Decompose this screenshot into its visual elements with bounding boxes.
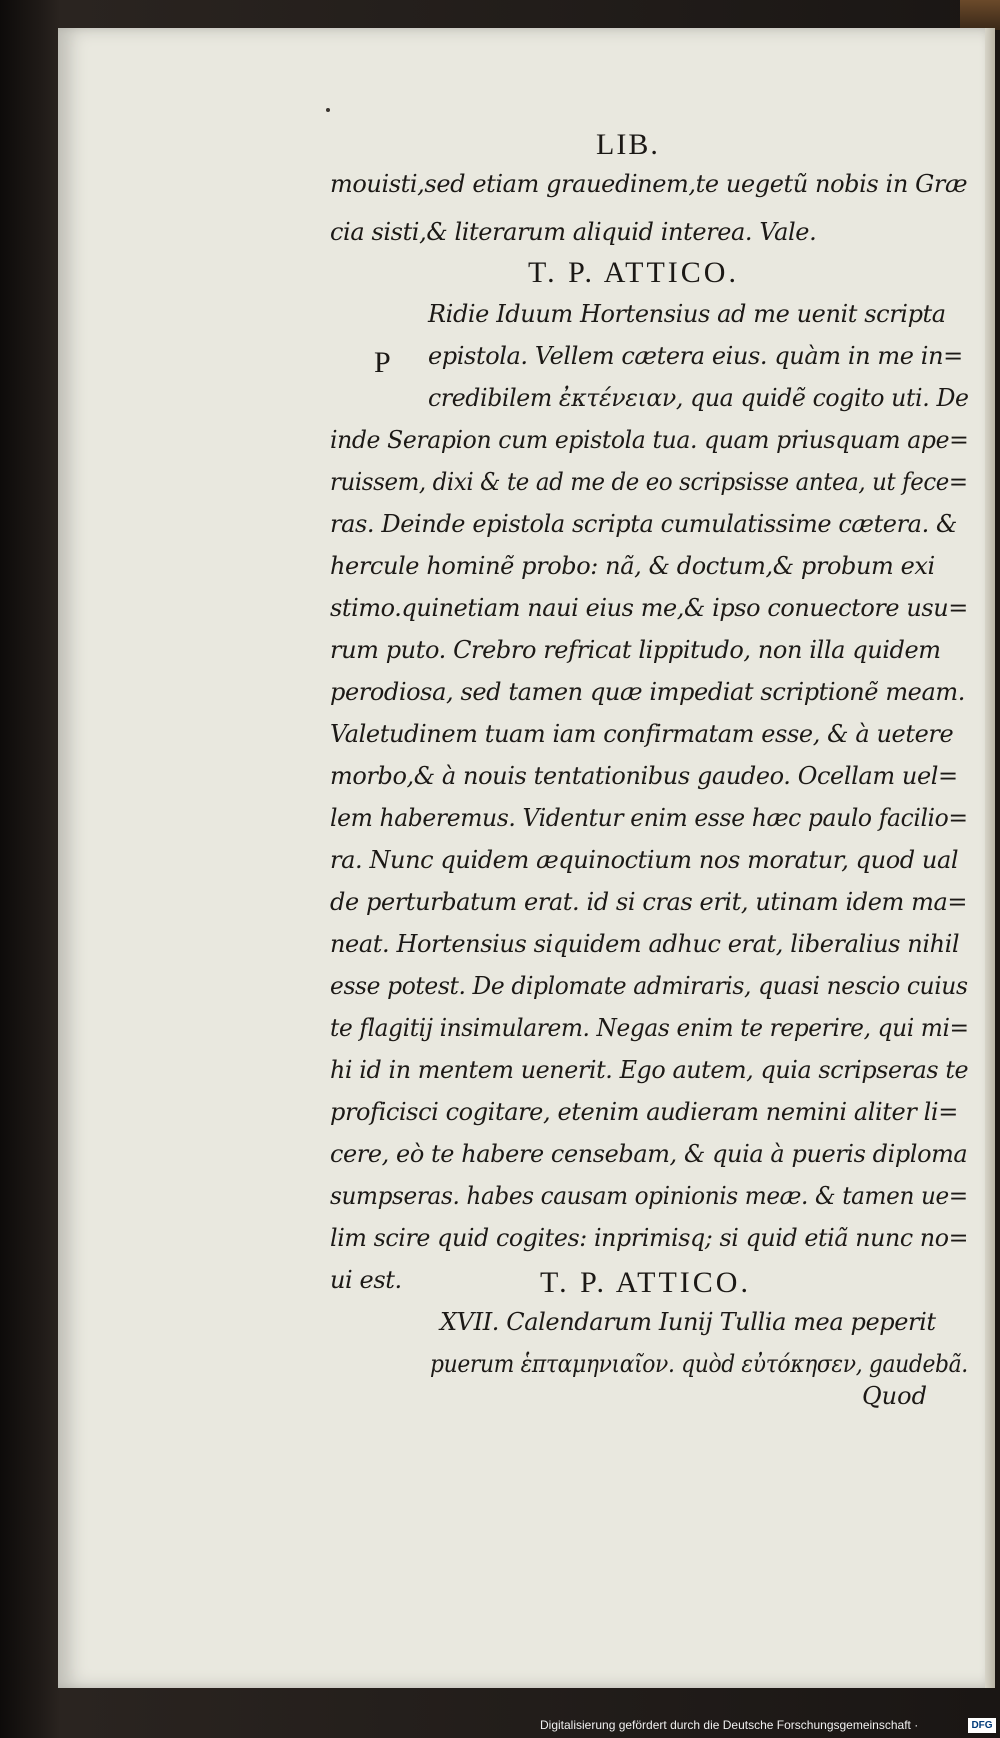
text-line: ui est. xyxy=(330,1266,402,1294)
text-line: lim scire quid cogites: inprimisq; si quid etiã nunc no= xyxy=(330,1224,969,1252)
text-line: perodiosa, sed tamen quæ impediat scriptionẽ meam. xyxy=(330,678,965,706)
digitization-credit: Digitalisierung gefördert durch die Deutsche Forschungsgemeinschaft · xyxy=(540,1718,919,1732)
letter-heading: T. P. ATTICO. xyxy=(528,256,739,289)
page-edge xyxy=(985,28,995,1688)
text-line: morbo,& à nouis tentationibus gaudeo. Ocellam uel= xyxy=(330,762,958,790)
text-line: ruissem, dixi & te ad me de eo scripsisse antea, ut fece= xyxy=(330,468,968,496)
text-line: credibilem ἐκτένειαν, qua quidẽ cogito uti. De xyxy=(428,384,969,412)
ink-speck xyxy=(326,108,330,112)
text-line: Ridie Iduum Hortensius ad me uenit scripta xyxy=(428,300,946,328)
text-line: epistola. Vellem cætera eius. quàm in me in= xyxy=(428,342,963,370)
text-line: rum puto. Crebro refricat lippitudo, non illa quidem xyxy=(330,636,941,664)
text-line: hi id in mentem uenerit. Ego autem, quia scripseras te xyxy=(330,1056,969,1084)
text-line: Valetudinem tuam iam confirmatam esse, & à uetere xyxy=(330,720,954,748)
book-corner xyxy=(960,0,1000,30)
catchword: Quod xyxy=(862,1382,927,1410)
dfg-logo: DFG xyxy=(968,1718,996,1733)
text-line: lem haberemus. Videntur enim esse hæc paulo facilio= xyxy=(330,804,968,832)
text-line: te flagitij insimularem. Negas enim te reperire, qui mi= xyxy=(330,1014,969,1042)
text-line: cere, eò te habere censebam, & quia à pueris diploma xyxy=(330,1140,968,1168)
text-line: esse potest. De diplomate admiraris, quasi nescio cuius xyxy=(330,972,968,1000)
running-head: LIB. xyxy=(596,128,660,161)
text-line: XVII. Calendarum Iunij Tullia mea peperit xyxy=(440,1308,936,1336)
text-line: de perturbatum erat. id si cras erit, utinam idem ma= xyxy=(330,888,968,916)
text-line: sumpseras. habes causam opinionis meæ. & tamen ue= xyxy=(330,1182,968,1210)
text-line: cia sisti,& literarum aliquid interea. Vale. xyxy=(330,218,817,246)
text-line: inde Serapion cum epistola tua. quam priusquam ape= xyxy=(330,426,969,454)
text-line: ras. Deinde epistola scripta cumulatissime cætera. & xyxy=(330,510,958,538)
text-line: mouisti,sed etiam grauedinem,te uegetũ nobis in Græ xyxy=(330,170,968,198)
text-line: hercule hominẽ probo: nã, & doctum,& probum exi xyxy=(330,552,935,580)
text-line: neat. Hortensius siquidem adhuc erat, liberalius nihil xyxy=(330,930,960,958)
initial-letter: P xyxy=(374,346,391,379)
text-line: ra. Nunc quidem æquinoctium nos moratur, quod ual xyxy=(330,846,959,874)
text-line: puerum ἑπταμηνιαῖον. quòd εὐτόκησεν, gaudebã. xyxy=(430,1350,968,1378)
text-line: stimo.quinetiam naui eius me,& ipso conuectore usu= xyxy=(330,594,968,622)
text-line: proficisci cogitare, etenim audieram nemini aliter li= xyxy=(330,1098,958,1126)
letter-heading: T. P. ATTICO. xyxy=(540,1266,751,1299)
